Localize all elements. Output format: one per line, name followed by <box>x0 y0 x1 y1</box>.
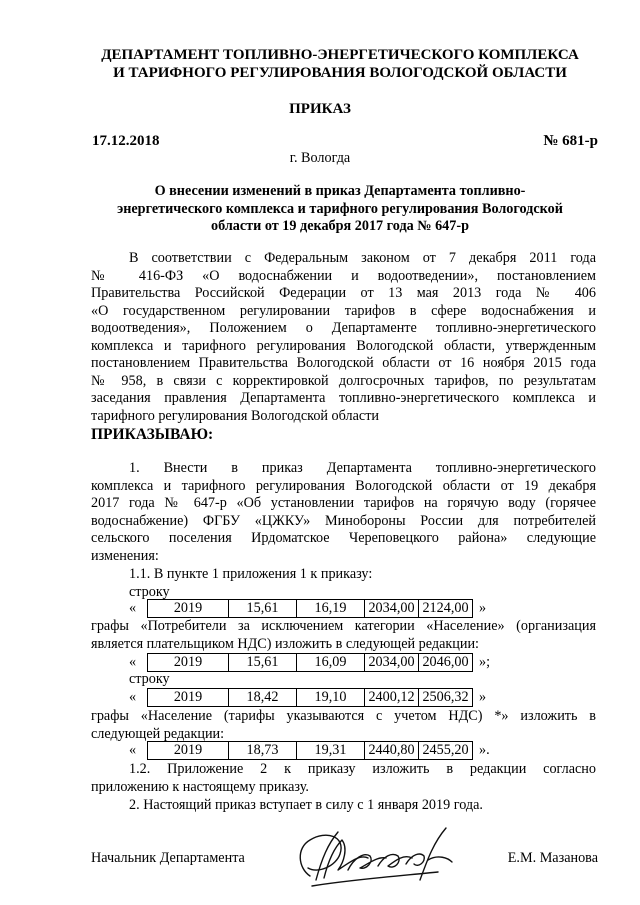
preamble-line: водоотведения», Положением о Департаменте топливно-энергетического <box>91 320 596 336</box>
table-cell: 15,61 <box>228 600 296 617</box>
table-cell: 2124,00 <box>418 600 472 617</box>
tariff-table <box>147 599 473 618</box>
item-1-1: 1.1. В пункте 1 приложения 1 к приказу: <box>129 566 373 582</box>
table-cell: 2019 <box>173 742 203 758</box>
table-cell: 18,42 <box>228 689 296 706</box>
tariff-row-2 <box>129 653 490 672</box>
table-cell: 2034,00 <box>364 600 418 617</box>
document-type: ПРИКАЗ <box>289 101 351 117</box>
preamble-line: тарифного регулирования Вологодской области <box>91 407 379 424</box>
table-cell: 2019 <box>173 654 203 670</box>
table-cell: 16,09 <box>296 654 364 671</box>
item-1 <box>91 460 596 565</box>
graph-b-line: графы «Население (тарифы указываются с учетом НДС) *» изложить в <box>91 708 596 724</box>
tariff-row-1 <box>129 599 486 618</box>
preamble-line: комплекса и тарифного регулирования Вологодской области, утвержденным <box>91 337 596 354</box>
item-1-line: 2017 года № 647-р «Об установлении тарифов на горячую воду (горячее <box>91 495 596 511</box>
department-name <box>60 46 620 82</box>
tariff-table <box>147 741 473 760</box>
graph-a-line: графы «Потребители за исключением категории «Население» (организация <box>91 618 596 634</box>
preamble-line: постановлением Правительства Вологодской области от 16 ноября 2015 года <box>91 355 596 371</box>
decree-word: ПРИКАЗЫВАЮ: <box>91 426 214 443</box>
subject-line: области от 19 декабря 2017 года № 647-р <box>211 218 469 234</box>
quote-close: ». <box>479 742 490 758</box>
table-cell: 16,19 <box>296 600 364 617</box>
preamble-line: В соответствии с Федеральным законом от 7 декабря 2011 года <box>129 250 596 266</box>
table-cell: 2034,00 <box>364 654 418 671</box>
tariff-row-4 <box>129 741 490 760</box>
item-1-line: водоснабжение) ФГБУ «ЦЖКУ» Минобороны России для потребителей <box>91 512 596 529</box>
table-cell: 19,10 <box>296 689 364 706</box>
preamble-line: заседания правления Департамента топливно-энергетического комплекса и <box>91 390 596 406</box>
graph-b-line: следующей редакции: <box>91 725 225 742</box>
subject-line: энергетического комплекса и тарифного регулирования Вологодской <box>117 200 563 217</box>
table-cell: 2440,80 <box>364 742 418 759</box>
handwritten-signature-icon <box>288 818 468 898</box>
table-cell: 2506,32 <box>418 689 472 706</box>
item-1-line: сельского поселения Ирдоматское Череповецкого района» следующие <box>91 530 596 546</box>
table-cell: 15,61 <box>228 654 296 671</box>
table-cell: 2400,12 <box>364 689 418 706</box>
item-1-line: комплекса и тарифного регулирования Вологодской области от 19 декабря <box>91 477 596 494</box>
quote-close: » <box>479 600 487 616</box>
quote-open: « <box>129 742 137 758</box>
department-line: ДЕПАРТАМЕНТ ТОПЛИВНО-ЭНЕРГЕТИЧЕСКОГО КОМПЛЕКСА <box>101 47 579 63</box>
order-number: № 681-р <box>543 133 598 149</box>
tariff-table <box>147 688 473 707</box>
table-cell: 18,73 <box>228 742 296 759</box>
table-cell: 19,31 <box>296 742 364 759</box>
order-subject <box>90 183 590 236</box>
graph-a-line: является плательщиком НДС) изложить в следующей редакции: <box>91 635 479 652</box>
graph-b <box>91 708 596 743</box>
signature-name: Е.М. Мазанова <box>507 850 598 866</box>
quote-close: »; <box>479 654 491 670</box>
tariff-row-3 <box>129 688 486 707</box>
graph-a <box>91 618 596 653</box>
item-1-2 <box>91 761 596 796</box>
table-cell: 2455,20 <box>418 742 472 759</box>
quote-open: « <box>129 689 137 705</box>
item-1-line: 1. Внести в приказ Департамента топливно-энергетического <box>129 460 596 476</box>
tariff-table <box>147 653 473 672</box>
item-1-2-line: приложению к настоящему приказу. <box>91 778 309 795</box>
item-2: 2. Настоящий приказ вступает в силу с 1 января 2019 года. <box>129 797 483 813</box>
item-1-line: изменения: <box>91 547 159 564</box>
preamble-line: № 958, в связи с корректировкой долгосрочных тарифов, по результатам <box>91 372 596 389</box>
table-cell: 2046,00 <box>418 654 472 671</box>
signature-title: Начальник Департамента <box>91 850 245 866</box>
preamble-line: № 416-ФЗ «О водоснабжении и водоотведении», постановлением <box>91 267 596 284</box>
item-1-2-line: 1.2. Приложение 2 к приказу изложить в редакции согласно <box>129 761 596 777</box>
order-date: 17.12.2018 <box>92 133 160 149</box>
subject-line: О внесении изменений в приказ Департамента топливно- <box>154 183 526 199</box>
table-cell: 2019 <box>173 689 203 705</box>
preamble <box>91 250 596 425</box>
preamble-line: Правительства Российской Федерации от 13 мая 2013 года № 406 <box>91 285 596 301</box>
order-city: г. Вологда <box>289 150 351 166</box>
quote-open: « <box>129 600 137 616</box>
department-line: И ТАРИФНОГО РЕГУЛИРОВАНИЯ ВОЛОГОДСКОЙ ОБЛАСТИ <box>113 65 567 81</box>
quote-open: « <box>129 654 137 670</box>
quote-close: » <box>479 689 487 705</box>
word-line-2: строку <box>129 671 170 687</box>
preamble-line: «О государственном регулировании тарифов в сфере водоснабжения и <box>91 302 596 319</box>
table-cell: 2019 <box>173 600 203 616</box>
word-line-1: строку <box>129 584 170 600</box>
